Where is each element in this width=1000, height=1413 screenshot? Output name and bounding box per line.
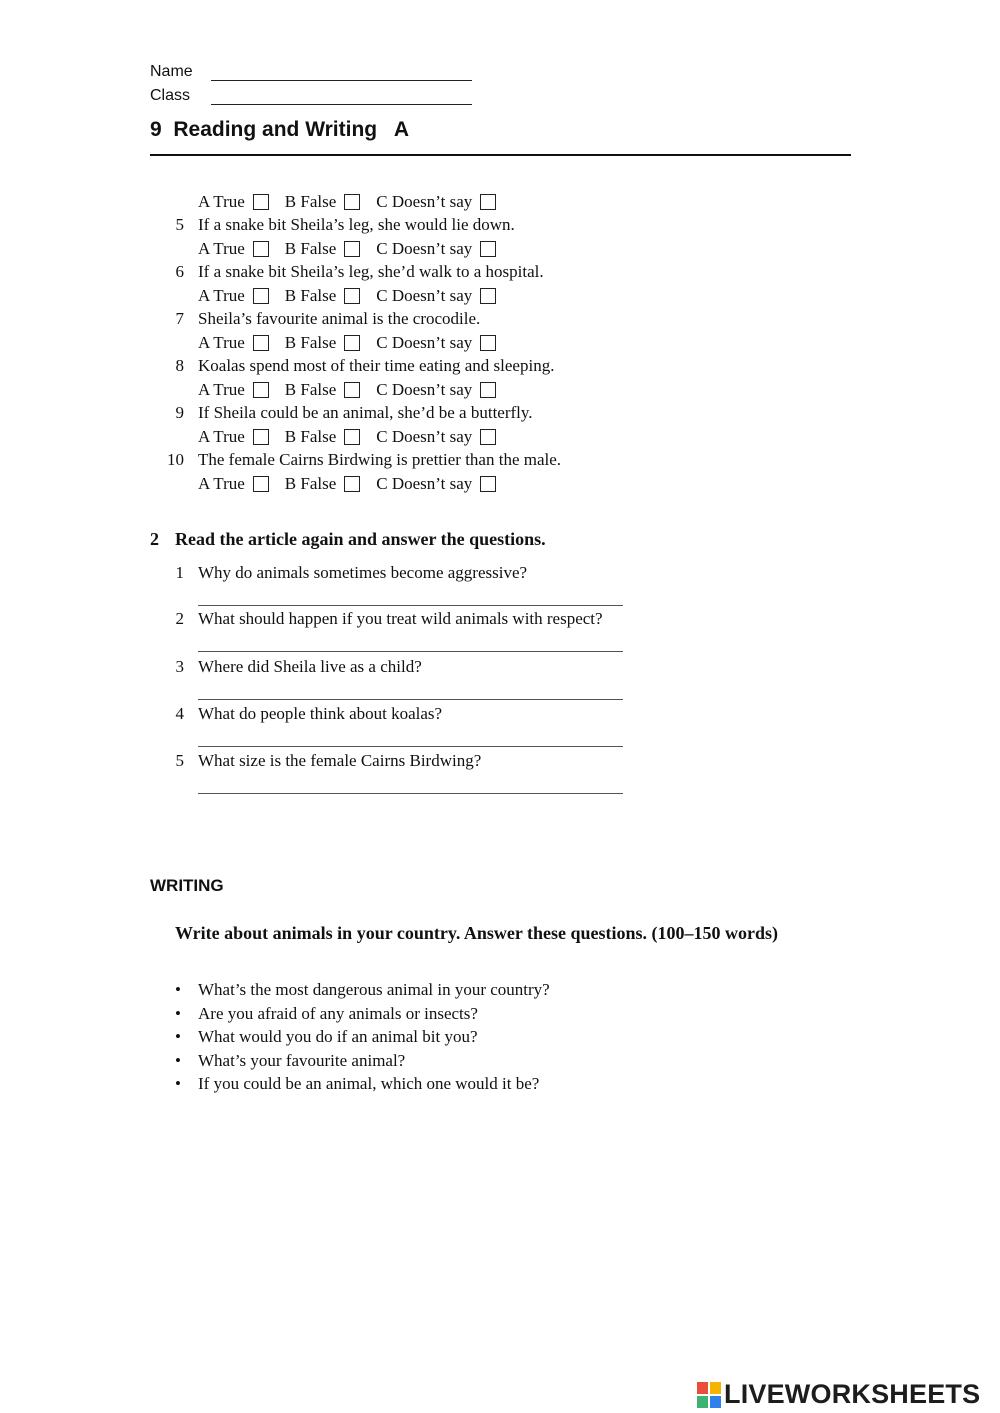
answer-checkbox[interactable] — [480, 288, 496, 304]
question-number: 4 — [175, 704, 184, 723]
answer-checkbox[interactable] — [253, 194, 269, 210]
answer-checkbox[interactable] — [253, 382, 269, 398]
answer-checkbox[interactable] — [480, 241, 496, 257]
answer-checkbox[interactable] — [253, 288, 269, 304]
question-number: 6 — [175, 262, 184, 281]
option-row — [198, 474, 496, 494]
option-a-label: A True — [198, 380, 245, 399]
answer-line[interactable] — [198, 699, 623, 700]
option-b-label: B False — [284, 192, 337, 211]
bullet-marker: • — [175, 1004, 181, 1023]
option-b-label: B False — [284, 474, 337, 493]
question-text: Where did Sheila live as a child? — [198, 657, 422, 676]
liveworksheets-logo-text: LIVEWORKSHEETS — [724, 1379, 981, 1409]
section-2-number: 2 — [150, 529, 159, 549]
answer-checkbox[interactable] — [253, 429, 269, 445]
answer-checkbox[interactable] — [344, 429, 360, 445]
answer-checkbox[interactable] — [480, 476, 496, 492]
title-divider — [150, 154, 851, 156]
statement-text: If a snake bit Sheila’s leg, she’d walk to a hospital. — [198, 262, 544, 281]
question-text: Why do animals sometimes become aggressive? — [198, 563, 528, 582]
answer-line[interactable] — [198, 605, 623, 606]
statement-text: The female Cairns Birdwing is prettier than the male. — [198, 450, 562, 469]
option-c-label: C Doesn’t say — [376, 286, 473, 305]
option-b-label: B False — [284, 239, 337, 258]
liveworksheets-logo — [697, 1379, 980, 1410]
option-c-label: C Doesn’t say — [376, 474, 473, 493]
question-number: 9 — [175, 403, 184, 422]
answer-line[interactable] — [198, 651, 623, 652]
writing-prompt: Write about animals in your country. Answer these questions. (100–150 words) — [175, 923, 779, 943]
option-row — [198, 192, 496, 212]
question-number: 10 — [167, 450, 184, 469]
answer-checkbox[interactable] — [480, 335, 496, 351]
statement-text: If a snake bit Sheila’s leg, she would lie down. — [198, 215, 515, 234]
option-c-label: C Doesn’t say — [376, 380, 473, 399]
option-a-label: A True — [198, 333, 245, 352]
option-row — [198, 333, 496, 353]
question-text: What do people think about koalas? — [198, 704, 443, 723]
question-number: 8 — [175, 356, 184, 375]
bullet-marker: • — [175, 980, 181, 999]
option-row — [198, 286, 496, 306]
answer-checkbox[interactable] — [344, 382, 360, 398]
answer-checkbox[interactable] — [480, 194, 496, 210]
option-row — [198, 427, 496, 447]
option-b-label: B False — [284, 333, 337, 352]
question-number: 2 — [175, 609, 184, 628]
answer-checkbox[interactable] — [480, 429, 496, 445]
name-field[interactable] — [211, 80, 472, 81]
answer-checkbox[interactable] — [344, 241, 360, 257]
option-c-label: C Doesn’t say — [376, 427, 473, 446]
option-c-label: C Doesn’t say — [376, 239, 473, 258]
page-title: 9 Reading and Writing A — [150, 118, 410, 141]
writing-heading: WRITING — [150, 876, 224, 895]
option-c-label: C Doesn’t say — [376, 192, 473, 211]
class-label: Class — [150, 87, 191, 104]
option-a-label: A True — [198, 474, 245, 493]
bullet-marker: • — [175, 1074, 181, 1093]
answer-checkbox[interactable] — [480, 382, 496, 398]
statement-text: Sheila’s favourite animal is the crocodile. — [198, 309, 481, 328]
section-2-heading: Read the article again and answer the questions. — [175, 529, 546, 549]
statement-text: If Sheila could be an animal, she’d be a butterfly. — [198, 403, 533, 422]
bullet-question: If you could be an animal, which one would it be? — [198, 1074, 540, 1093]
answer-checkbox[interactable] — [253, 241, 269, 257]
answer-checkbox[interactable] — [253, 476, 269, 492]
question-number: 3 — [175, 657, 184, 676]
answer-line[interactable] — [198, 793, 623, 794]
question-number: 5 — [175, 215, 184, 234]
bullet-marker: • — [175, 1051, 181, 1070]
option-row — [198, 380, 496, 400]
class-field[interactable] — [211, 104, 472, 105]
liveworksheets-logo-icon — [697, 1382, 721, 1408]
question-number: 1 — [175, 563, 184, 582]
option-row — [198, 239, 496, 259]
answer-checkbox[interactable] — [344, 288, 360, 304]
option-b-label: B False — [284, 380, 337, 399]
bullet-marker: • — [175, 1027, 181, 1046]
option-b-label: B False — [284, 286, 337, 305]
question-text: What should happen if you treat wild animals with respect? — [198, 609, 603, 628]
answer-checkbox[interactable] — [344, 194, 360, 210]
option-c-label: C Doesn’t say — [376, 333, 473, 352]
question-text: What size is the female Cairns Birdwing? — [198, 751, 482, 770]
answer-checkbox[interactable] — [344, 335, 360, 351]
answer-checkbox[interactable] — [253, 335, 269, 351]
option-a-label: A True — [198, 192, 245, 211]
option-b-label: B False — [284, 427, 337, 446]
option-a-label: A True — [198, 239, 245, 258]
question-number: 5 — [175, 751, 184, 770]
option-a-label: A True — [198, 427, 245, 446]
bullet-question: What would you do if an animal bit you? — [198, 1027, 478, 1046]
answer-line[interactable] — [198, 746, 623, 747]
bullet-question: What’s your favourite animal? — [198, 1051, 406, 1070]
statement-text: Koalas spend most of their time eating and sleeping. — [198, 356, 555, 375]
bullet-question: What’s the most dangerous animal in your country? — [198, 980, 550, 999]
option-a-label: A True — [198, 286, 245, 305]
answer-checkbox[interactable] — [344, 476, 360, 492]
name-label: Name — [150, 63, 193, 80]
question-number: 7 — [175, 309, 184, 328]
bullet-question: Are you afraid of any animals or insects? — [198, 1004, 478, 1023]
